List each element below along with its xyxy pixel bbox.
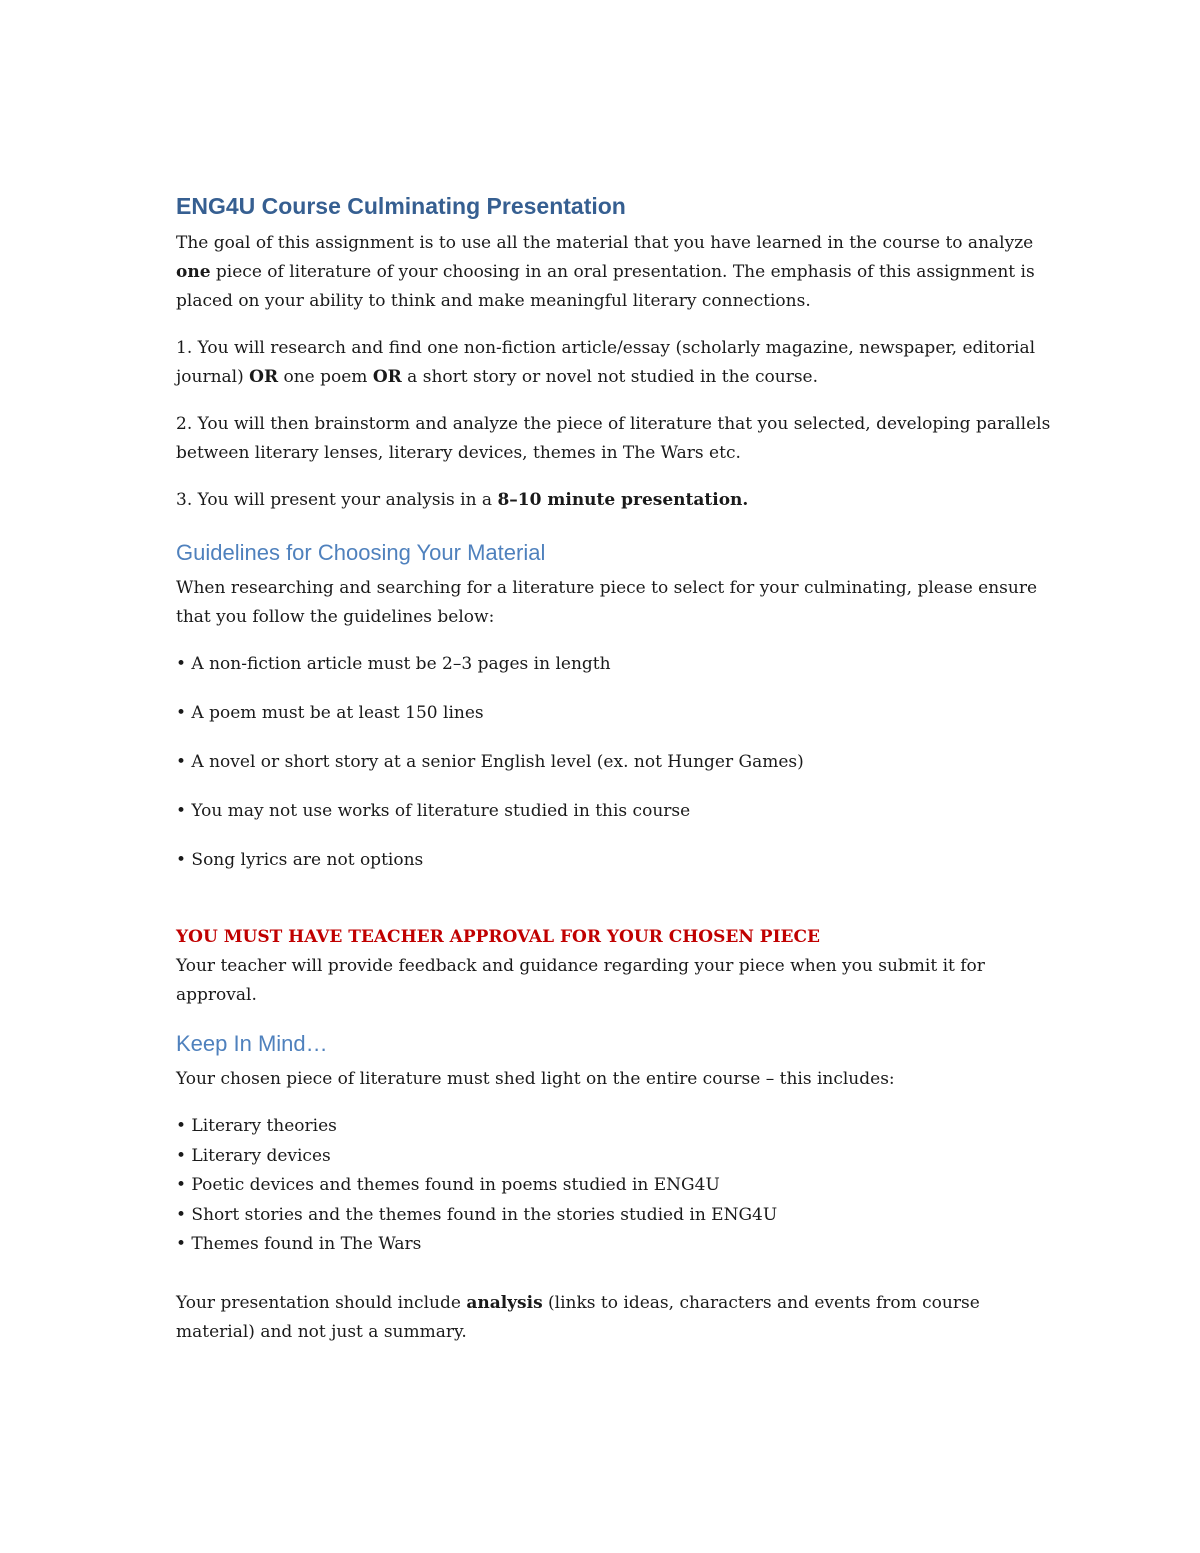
intro-text-a: The goal of this assignment is to use all the material that you have learned in the course to analyze — [176, 233, 1034, 253]
step-2: 2. You will then brainstorm and analyze the piece of literature that you selected, developing parallels between literary lenses, literary devices, themes in The Wars etc. — [176, 414, 1051, 463]
step-3-emphasis: 8–10 minute presentation. — [497, 490, 749, 510]
step-1-or-1: OR — [249, 367, 279, 387]
guideline-item: • A non-fiction article must be 2–3 pages in length — [176, 654, 611, 674]
keep-in-mind-list — [176, 1112, 1056, 1260]
step-1-text-a: 1. You will research and find one non-fiction article/essay (scholarly magazine, newspaper, editorial journal) — [176, 338, 1036, 387]
guidelines-intro: When researching and searching for a literature piece to select for your culminating, please ensure that you follow the guidelines below: — [176, 578, 1038, 627]
intro-emphasis: one — [176, 262, 211, 282]
keep-in-mind-heading: Keep In Mind… — [176, 1031, 328, 1056]
document-title: ENG4U Course Culminating Presentation — [176, 193, 626, 219]
keep-in-mind-intro: Your chosen piece of literature must shed light on the entire course – this includes: — [176, 1069, 895, 1089]
intro-text-c: piece of literature of your choosing in an oral presentation. The emphasis of this assignment is placed on your ability to think and make meaningful literary connections. — [176, 262, 1035, 311]
step-1-text-b: one poem — [278, 367, 373, 387]
guideline-item: • A novel or short story at a senior English level (ex. not Hunger Games) — [176, 752, 804, 772]
keep-in-mind-item: • Themes found in The Wars — [176, 1234, 422, 1254]
intro-paragraph — [176, 229, 1056, 316]
guideline-item: • You may not use works of literature studied in this course — [176, 801, 691, 821]
step-1-or-2: OR — [372, 367, 402, 387]
closing-emphasis: analysis — [466, 1292, 543, 1313]
step-1-text-c: a short story or novel not studied in the course. — [401, 367, 819, 387]
keep-in-mind-item: • Literary devices — [176, 1145, 331, 1166]
approval-warning: YOU MUST HAVE TEACHER APPROVAL FOR YOUR CHOSEN PIECE — [176, 927, 820, 947]
closing-text-c: (links to ideas, characters and events from course material) and not just a summary. — [176, 1292, 980, 1342]
step-3 — [176, 486, 1056, 515]
keep-in-mind-item: • Short stories and the themes found in the stories studied in ENG4U — [176, 1204, 778, 1225]
guidelines-list — [176, 650, 1056, 875]
step-3-text-a: 3. You will present your analysis in a — [176, 490, 498, 510]
document-page — [176, 190, 1056, 1365]
keep-in-mind-item: • Literary theories — [176, 1116, 337, 1136]
closing-paragraph — [176, 1289, 1056, 1347]
keep-in-mind-item: • Poetic devices and themes found in poems studied in ENG4U — [176, 1175, 720, 1195]
approval-text: Your teacher will provide feedback and guidance regarding your piece when you submit it for approval. — [176, 956, 985, 1005]
guideline-item: • Song lyrics are not options — [176, 850, 424, 870]
step-1 — [176, 334, 1056, 392]
guideline-item: • A poem must be at least 150 lines — [176, 703, 484, 723]
guidelines-heading: Guidelines for Choosing Your Material — [176, 540, 546, 565]
closing-text-a: Your presentation should include — [176, 1292, 467, 1313]
